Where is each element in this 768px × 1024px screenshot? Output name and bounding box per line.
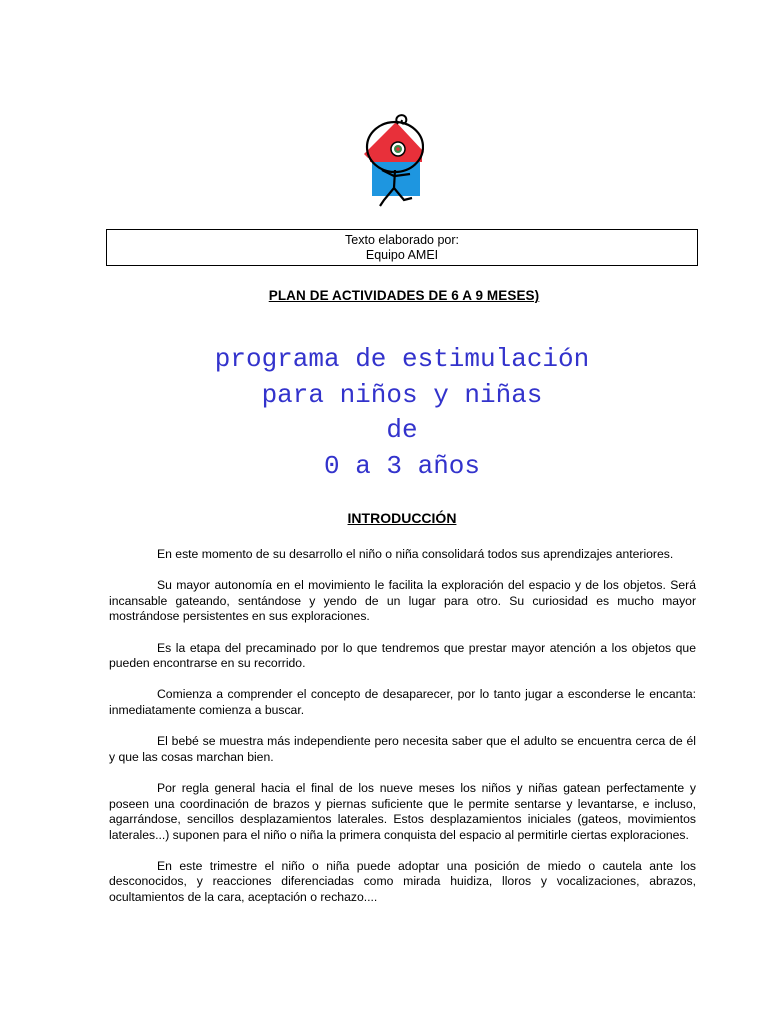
author-name: Equipo AMEI: [365, 248, 439, 262]
paragraph: Comienza a comprender el concepto de desaparecer, por lo tanto jugar a esconderse le encanta: inmediatamente comienza a buscar.: [109, 687, 696, 717]
paragraph: Su mayor autonomía en el movimiento le facilita la exploración del espacio y de los objetos. Será incansable gateando, sentándose y yendo de un lugar para otro. Su curiosidad es mucho mayor mostrándose persistentes en sus exploraciones.: [109, 578, 696, 624]
paragraph: Es la etapa del precaminado por lo que tendremos que prestar mayor atención a los objetos que pueden encontrarse en su recorrido.: [109, 640, 696, 671]
author-box: [106, 229, 698, 266]
body-text: [109, 547, 696, 921]
program-title-line: programa de estimulación: [214, 344, 590, 374]
author-label: Texto elaborado por:: [345, 233, 459, 247]
program-title-line: 0 a 3 años: [323, 450, 481, 481]
intro-heading: INTRODUCCIÓN: [347, 510, 457, 526]
paragraph: Por regla general hacia el final de los nueve meses los niños y niñas gatean perfectamente y poseen una coordinación de brazos y piernas suficiente que le permite sentarse y levantarse, e incluso, agarrándose, sencillos desplazamientos laterales. Estos desplazamientos iniciales (gateos, movimientos laterales...) suponen para el niño o niña la primera conquista del espacio al permitirle ciertas exploraciones.: [109, 780, 696, 842]
plan-title: PLAN DE ACTIVIDADES DE 6 A 9 MESES): [268, 288, 540, 303]
program-title-line: para niños y niñas: [261, 379, 543, 410]
program-title-line: de: [386, 415, 418, 445]
amei-logo-icon: [358, 112, 424, 212]
paragraph: En este momento de su desarrollo el niño o niña consolidará todos sus aprendizajes anteriores.: [157, 547, 674, 561]
paragraph: El bebé se muestra más independiente pero necesita saber que el adulto se encuentra cerca de él y que las cosas marchan bien.: [109, 734, 696, 764]
program-title: [0, 342, 768, 484]
paragraph: En este trimestre el niño o niña puede adoptar una posición de miedo o cautela ante los desconocidos, y reacciones diferenciadas como mirada huidiza, lloros y vocalizaciones, abrazos, ocultamientos de la cara, aceptación o rechazo....: [109, 858, 696, 905]
